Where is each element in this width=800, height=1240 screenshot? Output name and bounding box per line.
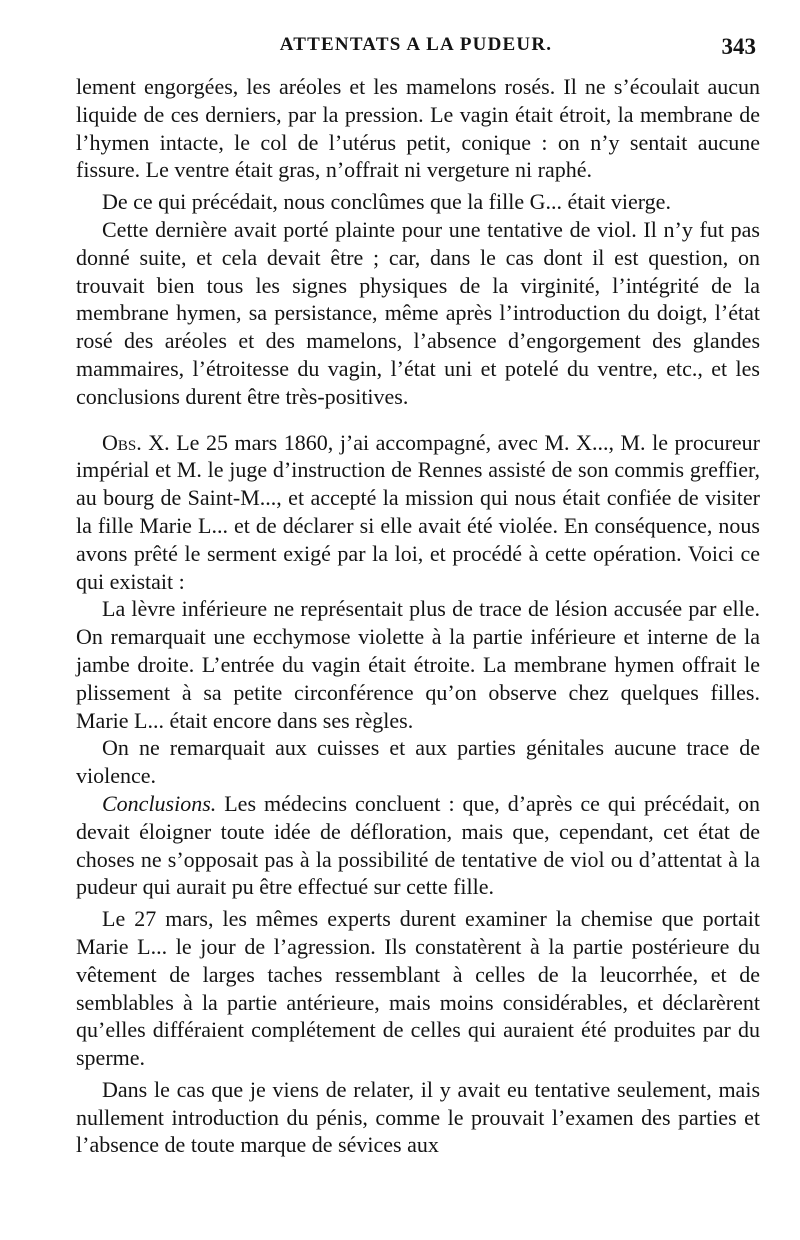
paragraph-no-violence: On ne remarquait aux cuisses et aux parties génitales aucune trace de violence. [76, 735, 760, 789]
paragraph-complaint: Cette dernière avait porté plainte pour une tentative de viol. Il n’y fut pas donné suite, et cela devait être ; car, dans le cas dont il est question, on trouvait bien tous les signes physiques de la virginité, l’intégrité de la membrane hymen, sa persistance, même après l’introduction du doigt, l’état rosé des aréoles et des mamelons, l’absence d’engorgement des glandes mammaires, l’étroitesse du vagin, l’état uni et potelé du ventre, etc., et les conclusions durent être très-positives. [76, 216, 760, 409]
paragraph-continuation: lement engorgées, les aréoles et les mamelons rosés. Il ne s’écoulait aucun liquide de ces derniers, par la pression. Le vagin était étroit, la membrane de l’hymen intacte, le col de l’utérus petit, conique : on n’y sentait aucune fissure. Le ventre était gras, n’offrait ni vergeture ni raphé. [76, 74, 760, 183]
paragraph-final: Dans le cas que je viens de relater, il y avait eu tentative seulement, mais nullement introduction du pénis, comme le prouvait l’examen des parties et l’absence de toute marque de sévices aux [76, 1076, 760, 1158]
conclusions-text: Les médecins concluent : que, d’après ce qui précédait, on devait éloigner toute idée de défloration, mais que, cependant, cet état de choses ne s’opposait pas à la possibilité de tentative de viol ou d’attentat à la pudeur qui aurait pu être effectué sur cette fille. [76, 790, 760, 900]
running-head [76, 34, 756, 62]
paragraph-findings: La lèvre inférieure ne représentait plus de trace de lésion accusée par elle. On remarquait une ecchymose violette à la partie inférieure et interne de la jambe droite. L’entrée du vagin était étroite. La membrane hymen offrait le plissement à sa petite circonférence qu’on observe chez quelques filles. Marie L... était encore dans ses règles. [76, 596, 760, 733]
running-title: ATTENTATS A LA PUDEUR. [279, 34, 553, 55]
paragraph-observation [76, 429, 760, 596]
conclusions-label: Conclusions. [102, 790, 217, 816]
observation-label: Obs. X. [102, 429, 170, 455]
paragraph-conclusions [76, 790, 760, 901]
observation-text: Le 25 mars 1860, j’ai accompagné, avec M. X..., M. le procureur impérial et M. le juge d’instruction de Rennes assisté de son commis greffier, au bourg de Saint-M..., et accepté la mission qui nous était confiée de visiter la fille Marie L... et de déclarer si elle avait été violée. En conséquence, nous avons prêté le serment exigé par la loi, et procédé à cette opération. Voici ce qui existait : [76, 429, 760, 594]
paragraph-conclusion-virgin: De ce qui précédait, nous conclûmes que la fille G... était vierge. [102, 189, 671, 215]
paragraph-chemise: Le 27 mars, les mêmes experts durent examiner la chemise que portait Marie L... le jour de l’agression. Ils constatèrent à la partie postérieure du vêtement de larges taches ressemblant à celles de la leucorrhée, et de semblables à la partie antérieure, mais moins considérables, et déclarèrent qu’elles différaient complétement de celles qui auraient été produites par du sperme. [76, 906, 760, 1071]
page-number: 343 [721, 34, 756, 59]
body-text [76, 73, 760, 1159]
